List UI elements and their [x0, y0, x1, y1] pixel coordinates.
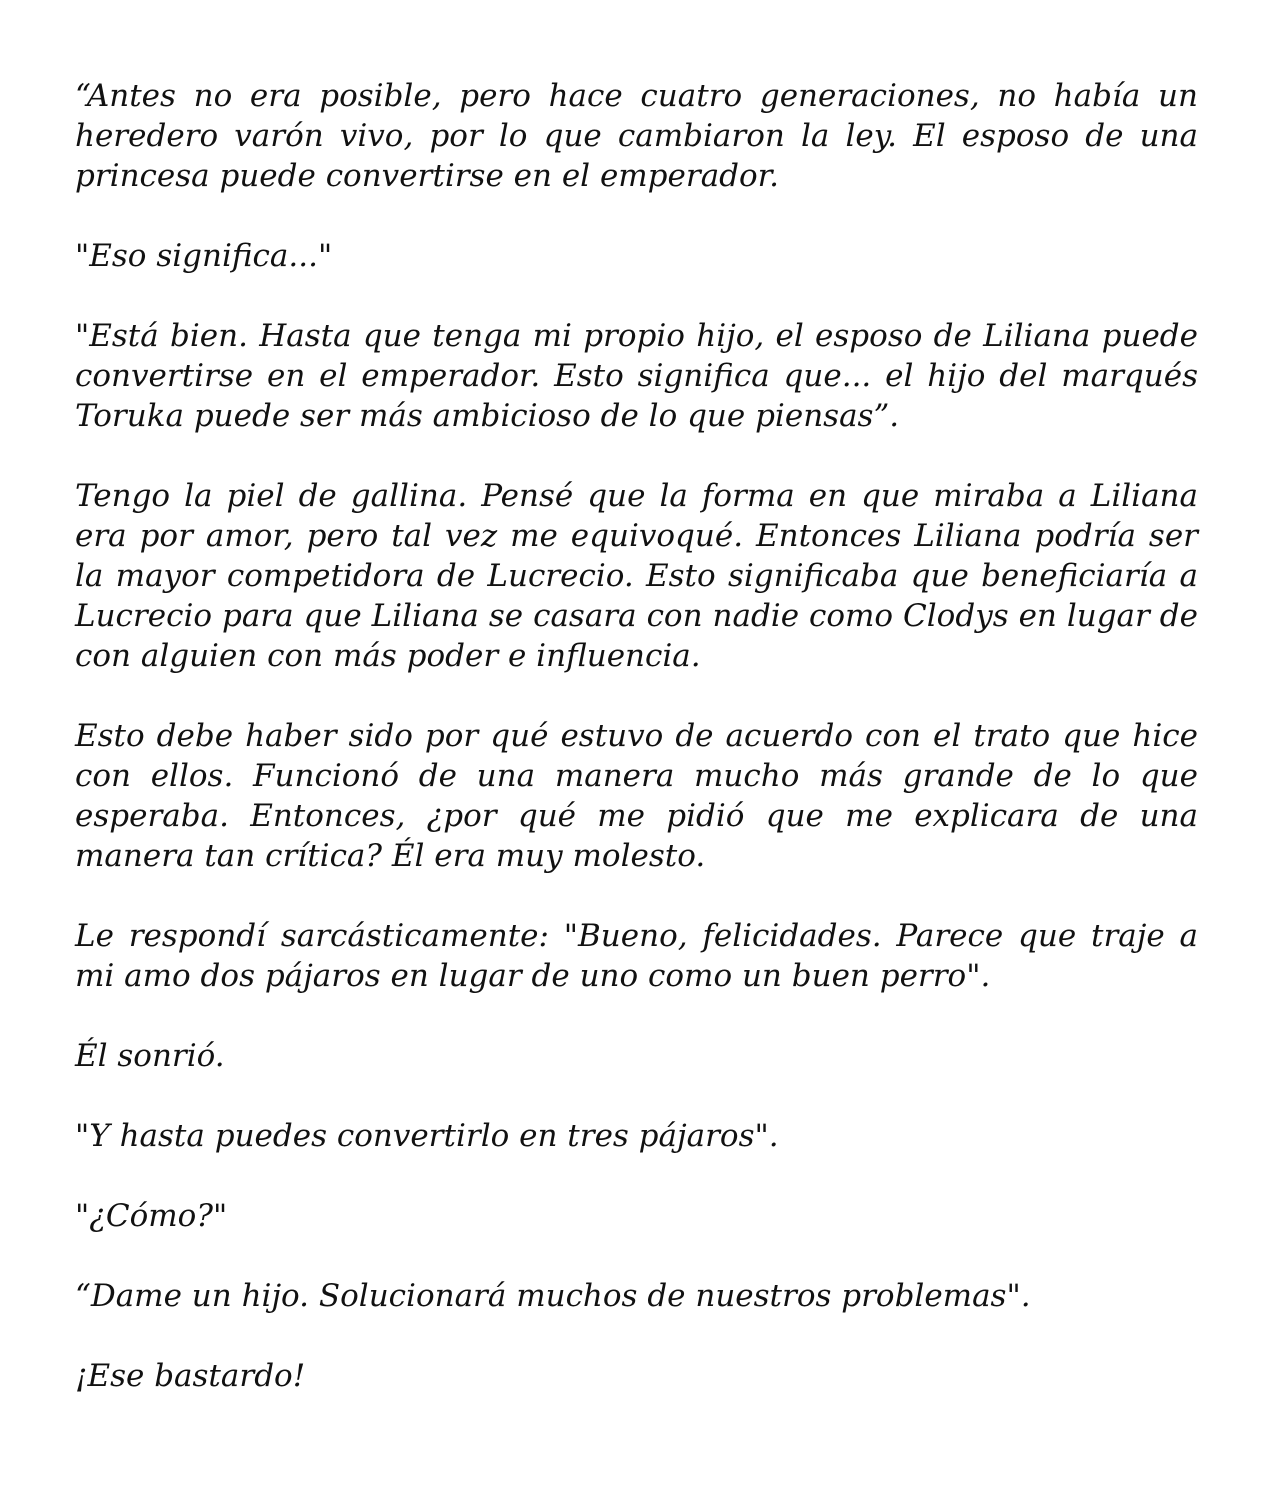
- paragraph-3: "Está bien. Hasta que tenga mi propio hijo, el esposo de Liliana puede convertirse en el emperador. Esto significa que... el hijo del marqués Toruka puede ser más ambicioso de lo que piensas”.: [75, 318, 1198, 434]
- document-body: [75, 76, 1198, 1396]
- paragraph-2: "Eso significa...": [75, 238, 333, 274]
- paragraph-6: Le respondí sarcásticamente: "Bueno, felicidades. Parece que traje a mi amo dos pájaros en lugar de uno como un buen perro".: [75, 918, 1198, 994]
- paragraph-8: "Y hasta puedes convertirlo en tres pájaros".: [75, 1118, 779, 1154]
- paragraph-4: Tengo la piel de gallina. Pensé que la forma en que miraba a Liliana era por amor, pero tal vez me equivoqué. Entonces Liliana podría ser la mayor competidora de Lucrecio. Esto significaba que beneficiaría a Lucrecio para que Liliana se casara con nadie como Clodys en lugar de con alguien con más poder e influencia.: [75, 478, 1198, 674]
- paragraph-10: “Dame un hijo. Solucionará muchos de nuestros problemas".: [75, 1278, 1031, 1314]
- paragraph-7: Él sonrió.: [75, 1038, 225, 1074]
- paragraph-5: Esto debe haber sido por qué estuvo de acuerdo con el trato que hice con ellos. Funcionó de una manera mucho más grande de lo que esperaba. Entonces, ¿por qué me pidió que me explicara de una manera tan crítica? Él era muy molesto.: [75, 718, 1198, 874]
- paragraph-11: ¡Ese bastardo!: [75, 1358, 306, 1394]
- paragraph-1: “Antes no era posible, pero hace cuatro generaciones, no había un heredero varón vivo, por lo que cambiaron la ley. El esposo de una princesa puede convertirse en el emperador.: [75, 78, 1198, 194]
- paragraph-9: "¿Cómo?": [75, 1198, 228, 1234]
